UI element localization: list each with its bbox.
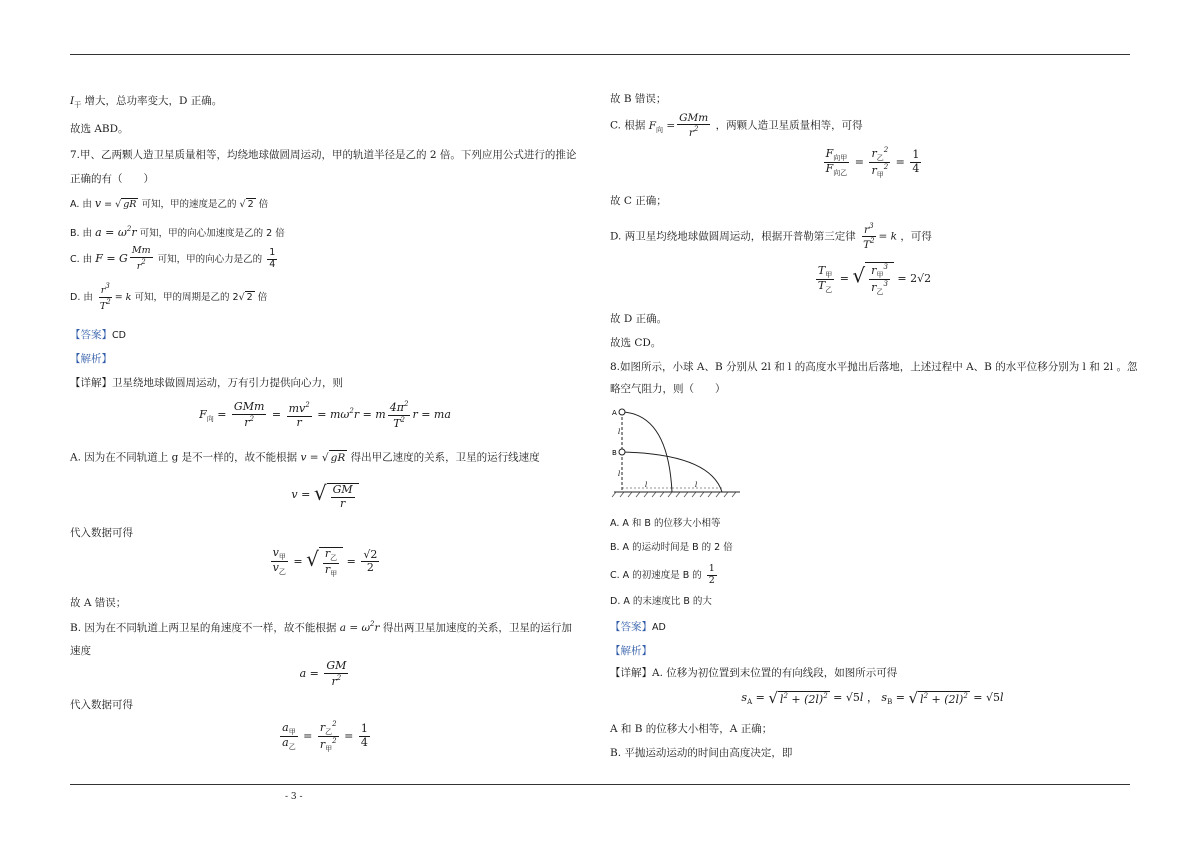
projectile-figure xyxy=(610,404,745,502)
equation-a: a = $\frac{GM}{r^2}$ xyxy=(299,659,347,688)
analysis-c: C. 根据 $F_向$ = $\frac{\text{GMm}}{r^2}$ ，两颗人造卫星质量相等，可得 xyxy=(610,112,863,140)
svg-text:l: l xyxy=(618,470,621,478)
analysis-7-tag: 【解析】 xyxy=(70,353,112,365)
svg-text:l: l xyxy=(618,428,621,436)
detail-8: 【详解】A. 位移为初位置到末位置的有向线段，如图所示可得 xyxy=(610,667,898,679)
header-rule xyxy=(70,54,1130,55)
option-c: C. 由 F = G $\frac{Mm}{r^2}$ 可知，甲的向心力是乙的 $\frac{1}{4}$ xyxy=(70,245,276,272)
question-7-line1: 7.甲、乙两颗人造卫星质量相等，均绕地球做圆周运动，甲的轨道半径是乙的 2 倍。下列应用公式进行的推论 xyxy=(70,149,577,161)
option-8b: B. A 的运动时间是 B 的 2 倍 xyxy=(610,542,733,553)
choose-cd: 故选 CD。 xyxy=(610,337,662,349)
substitute-2: 代入数据可得 xyxy=(70,699,133,711)
answer-7: 【答案】CD xyxy=(70,329,126,341)
c-right: 故 C 正确； xyxy=(610,195,667,207)
equation-v: v = √ $\frac{GM}{r}$ xyxy=(70,480,580,510)
detail-7: 【详解】卫星绕地球做圆周运动，万有引力提供向心力，则 xyxy=(70,377,343,389)
option-8a: A. A 和 B 的位移大小相等 xyxy=(610,518,721,529)
equation-v-ratio: $\frac{v_甲}{v_乙}$ = √ $\frac{r_乙}{r_甲}$ = $\frac{√2}{2}$ xyxy=(272,546,378,578)
equation-a-ratio: $\frac{a_甲}{a_乙}$ = $\frac{r_乙^2}{r_甲^2}$ = $\frac{1}{4}$ xyxy=(282,720,368,754)
svg-text:l: l xyxy=(695,481,698,489)
text-line: 故选 ABD。 xyxy=(70,123,129,135)
analysis-d: D. 两卫星均绕地球做圆周运动，根据开普勒第三定律 $\frac{r^3}{T^2}$ = k ，可得 xyxy=(610,222,932,252)
equation-main: $F_向$ = $\frac{\text{GMm}}{r^2}$ = $\frac{mv^2}{r}$ = $m\omega^2r = m$ $\frac{4\pi^2}{T^2}$ r = ma xyxy=(199,400,451,430)
svg-text:A: A xyxy=(612,409,617,417)
analysis-a: A. 因为在不同轨道上 g 是不一样的，故不能根据 v = √ gR 得出甲乙速度的关系，卫星的运行线速度 xyxy=(70,451,540,464)
option-8c: C. A 的初速度是 B 的 $\frac{1}{2}$ xyxy=(610,563,715,586)
option-8d: D. A 的末速度比 B 的大 xyxy=(610,596,712,607)
svg-text:l: l xyxy=(645,481,648,489)
equation-t-ratio: $\frac{T_甲}{T_乙}$ = √ $\frac{r_甲^3}{r_乙^3}$ = 2√2 xyxy=(817,263,932,297)
answer-8: 【答案】AD xyxy=(610,621,666,633)
option-d: D. 由 $\frac{r^3}{T^2}$ = k 可知，甲的周期是乙的 2√ 2 倍 xyxy=(70,282,268,312)
analysis-8b: B. 平抛运动运动的时间由高度决定，即 xyxy=(610,747,793,759)
analysis-8-tag: 【解析】 xyxy=(610,645,652,657)
a-conclusion: A 和 B 的位移大小相等，A 正确； xyxy=(610,723,773,735)
equation-displacement: $s_A$ = √ $l^2 + (2l)^2 = √5l$ ， $s_B$ = √ $l^2 + (2l)^2 = √5l$ xyxy=(741,689,1004,707)
ball-a-icon xyxy=(619,409,625,415)
option-b: B. 由 $a = \omega^2r$ 可知，甲的向心加速度是乙的 2 倍 xyxy=(70,225,285,239)
question-7-line2: 正确的有（ ） xyxy=(70,173,154,185)
svg-text:B: B xyxy=(612,449,617,457)
equation-f-ratio: $\frac{F_{向甲}}{F_{向乙}}$ = $\frac{r_乙^2}{r_甲^2}$ = $\frac{1}{4}$ xyxy=(825,146,920,180)
text-line: $I_干$ 增大，总功率变大，D 正确。 xyxy=(70,95,223,109)
d-right: 故 D 正确。 xyxy=(610,313,668,325)
option-a: A. 由 v = √ gR 可知，甲的速度是乙的 √ 2 倍 xyxy=(70,197,269,210)
a-wrong: 故 A 错误； xyxy=(70,597,127,609)
question-8-line1: 8.如图所示，小球 A、B 分别从 2l 和 l 的高度水平抛出后落地，上述过程中 A、B 的水平位移分别为 l 和 2l 。忽 xyxy=(610,361,1138,373)
analysis-b-line2: 速度 xyxy=(70,645,91,657)
question-8-line2: 略空气阻力，则（ ） xyxy=(610,383,726,395)
page-number: - 3 - xyxy=(285,792,303,802)
analysis-b-line1: B. 因为在不同轨道上两卫星的角速度不一样，故不能根据 $a = \omega^2r$ 得出两卫星加速度的关系，卫星的运行加 xyxy=(70,620,572,634)
substitute-1: 代入数据可得 xyxy=(70,527,133,539)
ball-b-icon xyxy=(619,449,625,455)
footer-rule xyxy=(70,784,1130,785)
b-wrong: 故 B 错误； xyxy=(610,93,667,105)
